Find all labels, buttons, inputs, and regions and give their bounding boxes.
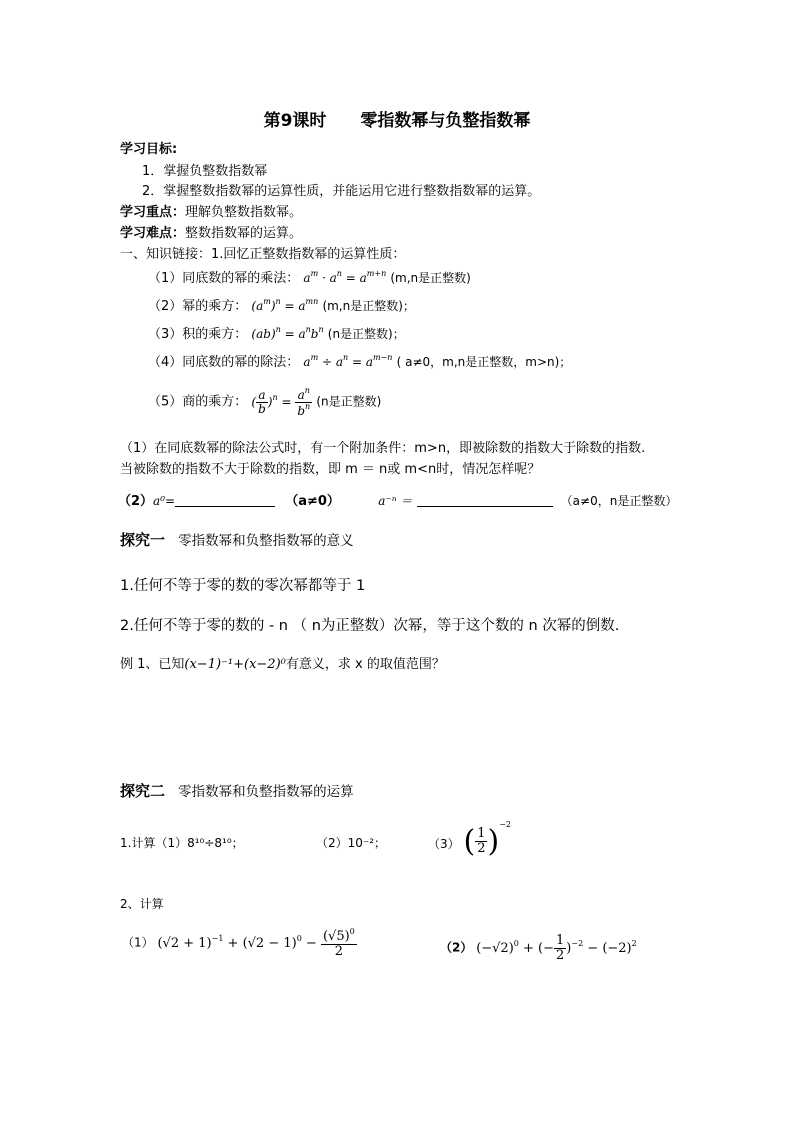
- calc-2b-expression: $(-√2)^0$ + (− $\frac{1}{2}$ )$^{-2} - (-2)^2$: [476, 933, 637, 963]
- calc-1a-expression: 8¹⁰÷8¹⁰；: [187, 836, 244, 850]
- example-1-prefix: 例 1、已知: [120, 657, 185, 672]
- calc-1: [120, 834, 244, 851]
- calc-1-label: 1.计算（1）: [120, 836, 188, 850]
- example-1: [120, 653, 445, 672]
- answer-blank-1[interactable]: [175, 494, 275, 507]
- explore2-label: 探究二: [120, 782, 166, 800]
- rule-1-label: （1）同底数的幂的乘法：: [148, 271, 300, 286]
- key-point-text: 理解负整数指数幂。: [185, 205, 303, 220]
- answer-blank-2[interactable]: [417, 494, 553, 507]
- zero-exponent-expr: a⁰=: [153, 494, 176, 508]
- difficulty: [120, 222, 302, 241]
- calc-2a-label: （1）: [122, 935, 154, 950]
- explore1-fact-2: 2.任何不等于零的数的 - n （ n为正整数）次幂，等于这个数的 n 次幂的倒数.: [120, 618, 620, 634]
- explore1-heading: [120, 529, 354, 550]
- rule-3-formula: $(ab)^n = a^nb^n$: [251, 325, 324, 341]
- rule-5: [148, 387, 381, 417]
- lesson-topic: 零指数幂与负整指数幂: [360, 111, 531, 131]
- rule-5-condition: (n是正整数): [316, 394, 382, 409]
- explore1-label: 探究一: [120, 531, 166, 549]
- calc-2a-expression: $(√2 + 1)^{-1} + (√2 - 1)^0$ − $\frac{(√5)^0}{2}$: [157, 927, 355, 959]
- goal-item-2: 2．掌握整数指数幂的运算性质，并能运用它进行整数指数幂的运算。: [142, 184, 541, 199]
- rule-3-label: （3）积的乘方：: [148, 327, 248, 342]
- example-1-suffix: 有意义，求 x 的取值范围？: [285, 657, 445, 672]
- rule-1: [148, 267, 471, 286]
- question-line-1: （1）在同底数幂的除法公式时，有一个附加条件：m>n，即被除数的指数大于除数的指数.: [120, 441, 646, 456]
- explore2-title: 零指数幂和负整指数幂的运算: [178, 784, 354, 800]
- calc-1b-label: （2）: [316, 836, 348, 850]
- question-2-condition: （a≠0）: [285, 494, 340, 509]
- rule-3-condition: (n是正整数)；: [327, 327, 405, 341]
- rule-2-label: （2）幂的乘方：: [148, 299, 248, 314]
- calc-1c: [428, 820, 511, 859]
- goal-item-1: 1．掌握负整数指数幂: [142, 164, 268, 179]
- calc-2-label: 2、计算: [120, 897, 164, 911]
- question-2: [118, 490, 677, 509]
- rule-5-formula: ( $\frac{a}{b}$ )$^n$ = $\frac{a^n}{b^n}$: [251, 386, 311, 418]
- rule-4: [148, 351, 571, 370]
- rule-2-condition: (m,n是正整数)；: [322, 299, 415, 313]
- calc-1b: [316, 834, 386, 851]
- calc-1c-expression: ( $\frac{1}{2}$ )$^{-2}$: [463, 820, 511, 859]
- question-2-condition-2: （a≠0，n是正整数）: [560, 494, 678, 508]
- calc-2b: [440, 934, 637, 962]
- goals-label: 学习目标:: [120, 142, 178, 157]
- calc-2a: [122, 928, 357, 958]
- explore1-title: 零指数幂和负整指数幂的意义: [178, 533, 354, 549]
- explore1-fact-1: 1.任何不等于零的数的零次幂都等于 1: [120, 578, 366, 594]
- question-line-2: 当被除数的指数不大于除数的指数，即 m ＝ n或 m<n时，情况怎样呢？: [120, 462, 541, 477]
- key-point-label: 学习重点：: [120, 205, 186, 220]
- key-point: [120, 201, 302, 220]
- lesson-number: 第9课时: [263, 111, 327, 131]
- rule-4-condition: ( a≠0，m,n是正整数，m>n)；: [396, 355, 572, 369]
- rule-4-label: （4）同底数的幂的除法：: [148, 355, 300, 370]
- knowledge-link-intro: 一、知识链接：1.回忆正整数指数幂的运算性质：: [120, 247, 406, 262]
- rule-3: [148, 323, 405, 342]
- rule-4-formula: $a^m \div a^n = a^{m-n}$: [303, 353, 393, 369]
- page-title: [0, 106, 794, 131]
- calc-1b-expression: 10⁻²；: [347, 836, 387, 850]
- question-2-label: （2）: [118, 494, 154, 509]
- rule-2-formula: $(a^m)^n = a^{mn}$: [251, 297, 319, 313]
- calc-2b-label: （2）: [440, 940, 473, 955]
- difficulty-label: 学习难点：: [120, 226, 186, 241]
- rule-1-formula: $a^m \cdot a^n = a^{m+n}$: [303, 269, 387, 285]
- explore2-heading: [120, 780, 354, 801]
- negative-exponent-expr: a⁻ⁿ ＝: [378, 494, 413, 508]
- rule-2: [148, 295, 415, 314]
- rule-5-label: （5）商的乘方：: [148, 394, 248, 410]
- example-1-expression: (x−1)⁻¹+(x−2)⁰: [184, 657, 286, 672]
- rule-1-condition: (m,n是正整数): [390, 271, 471, 285]
- calc-1c-label: （3）: [428, 837, 460, 851]
- difficulty-text: 整数指数幂的运算。: [185, 226, 303, 241]
